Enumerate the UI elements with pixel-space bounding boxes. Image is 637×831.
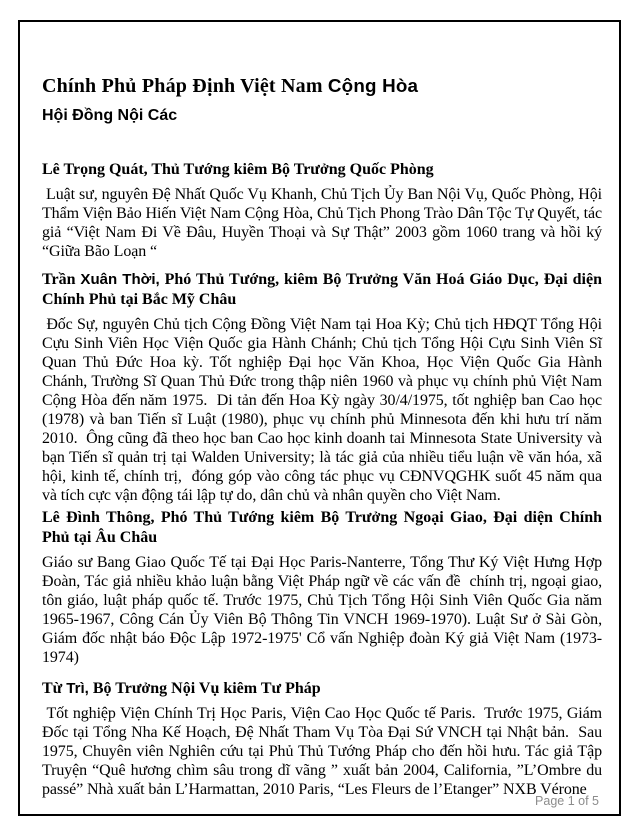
heading-text-sans: Xuân Thời, [80,271,160,288]
document-content [42,22,606,814]
section-body: Giáo sư Bang Giao Quốc Tế tại Đại Học Paris-Nanterre, Tổng Thư Ký Việt Hưng Hợp Đoàn, Tác giả nhiều khảo luận bằng Việt Pháp ngữ về các vấn đề chính trị, ngoại giao, tôn giáo, luật pháp quốc tế. Trước 1975, Chủ Tịch Tổng Hội Sinh Viên Quốc Gia năm 1965-1967, Công Cán Ủy Viên Bộ Thông Tin VNCH 1969-1970). Luật Sư ở Sài Gòn, Giám đốc nhật báo Độc Lập 1972-1975' Cổ vấn Nghiệp đoàn Ký giả Việt Nam (1973-1974) [42,554,606,666]
section-heading [42,160,602,180]
section-le-trong-quat [42,160,606,261]
document-page-border [18,20,621,816]
section-tu-tri [42,679,606,799]
section-tran-xuan-thoi [42,270,606,505]
heading-text: Từ [42,680,67,697]
section-heading [42,270,602,310]
heading-text: Trần [42,271,81,288]
document-title [42,73,602,99]
document-title-text-sans: Cộng Hòa [327,75,419,96]
heading-text: Lê Trọng Quát, Thủ Tướng kiêm Bộ Trưởng Quốc Phòng [42,161,434,178]
heading-text: Bộ Trưởng Nội Vụ kiêm Tư Pháp [88,680,321,697]
heading-text-sans: Trì, [66,680,89,697]
heading-text: Lê Đình Thông, Phó Thủ Tướng kiêm Bộ Trưởng Ngoại Giao, Đại diện Chính Phủ tại Âu Châu [42,509,602,546]
heading-text: Phó Thủ Tướng, kiêm Bộ Trưởng Văn Hoá Giáo Dục, Đại diện Chính Phủ tại Bắc Mỹ Châu [42,271,603,308]
section-heading [42,679,602,699]
page-number: Page 1 of 5 [535,794,599,808]
document-title-text-serif: Chính Phủ Pháp Định Việt Nam [42,75,328,97]
section-body: Đốc Sự, nguyên Chủ tịch Cộng Đồng Việt Nam tại Hoa Kỳ; Chủ tịch HĐQT Tổng Hội Cựu Sinh Viên Học Viện Quốc gia Hành Chánh; Chủ tịch Tổng Hội Cựu Sinh Viên Sĩ Quan Thủ Đức Hoa kỳ. Tốt nghiệp Đại học Văn Khoa, Học Viện Quốc Gia Hành Chánh, Trường Sĩ Quan Thủ Đức trong thập niên 1960 và phục vụ chính phủ Việt Nam Cộng Hòa đến năm 1975. Di tản đến Hoa Kỳ ngày 30/4/1975, tốt nghiệp ban Cao học (1978) và ban Tiến sĩ Luật (1980), phục vụ chính phủ Minnesota đến khi hưu trí năm 2010. Ông cũng đã theo học ban Cao học kinh doanh tai Minnesota State University và bạn Tiến sĩ quản trị tại Walden University; là tác giả của nhiều tiểu luận về văn hóa, xã hội, kinh tế, chính trị, đóng góp vào công tác phục vụ CĐNVQGHK suốt 45 năm qua và tích cực vận động tái lập tự do, dân chủ và nhân quyền cho Việt Nam. [42,316,606,504]
section-le-dinh-thong [42,508,606,667]
section-body: Tốt nghiệp Viện Chính Trị Học Paris, Viện Cao Học Quốc tế Paris. Trước 1975, Giám Đốc tại Tổng Nha Kế Hoạch, Đệ Nhất Tham Vụ Tòa Đại Sứ VNCH tại Nhật bản. Sau 1975, Chuyên viên Nghiên cứu tại Phủ Thủ Tướng Pháp cho đến hồi hưu. Tác giả Tập Truyện “Quê hương chìm sâu trong dĩ vãng ” xuất bản 2004, California, ”L’Ombre du passé” Nhà xuất bản L’Harmattan, 2010 Paris, “Les Fleurs de l’Etanger” NXB Vérone [42,705,606,798]
section-body: Luật sư, nguyên Đệ Nhất Quốc Vụ Khanh, Chủ Tịch Ủy Ban Nội Vụ, Quốc Phòng, Hội Thẩm Viện Bảo Hiến Việt Nam Cộng Hòa, Chủ Tịch Phong Trào Dân Tộc Tự Quyết, tác giả “Việt Nam Đi Về Đâu, Huyền Thoại và Sự Thật” 2003 gồm 1060 trang và hồi ký “Giữa Bão Loạn “ [42,186,606,260]
document-subtitle: Hội Đồng Nội Các [42,107,178,124]
section-heading [42,508,602,548]
